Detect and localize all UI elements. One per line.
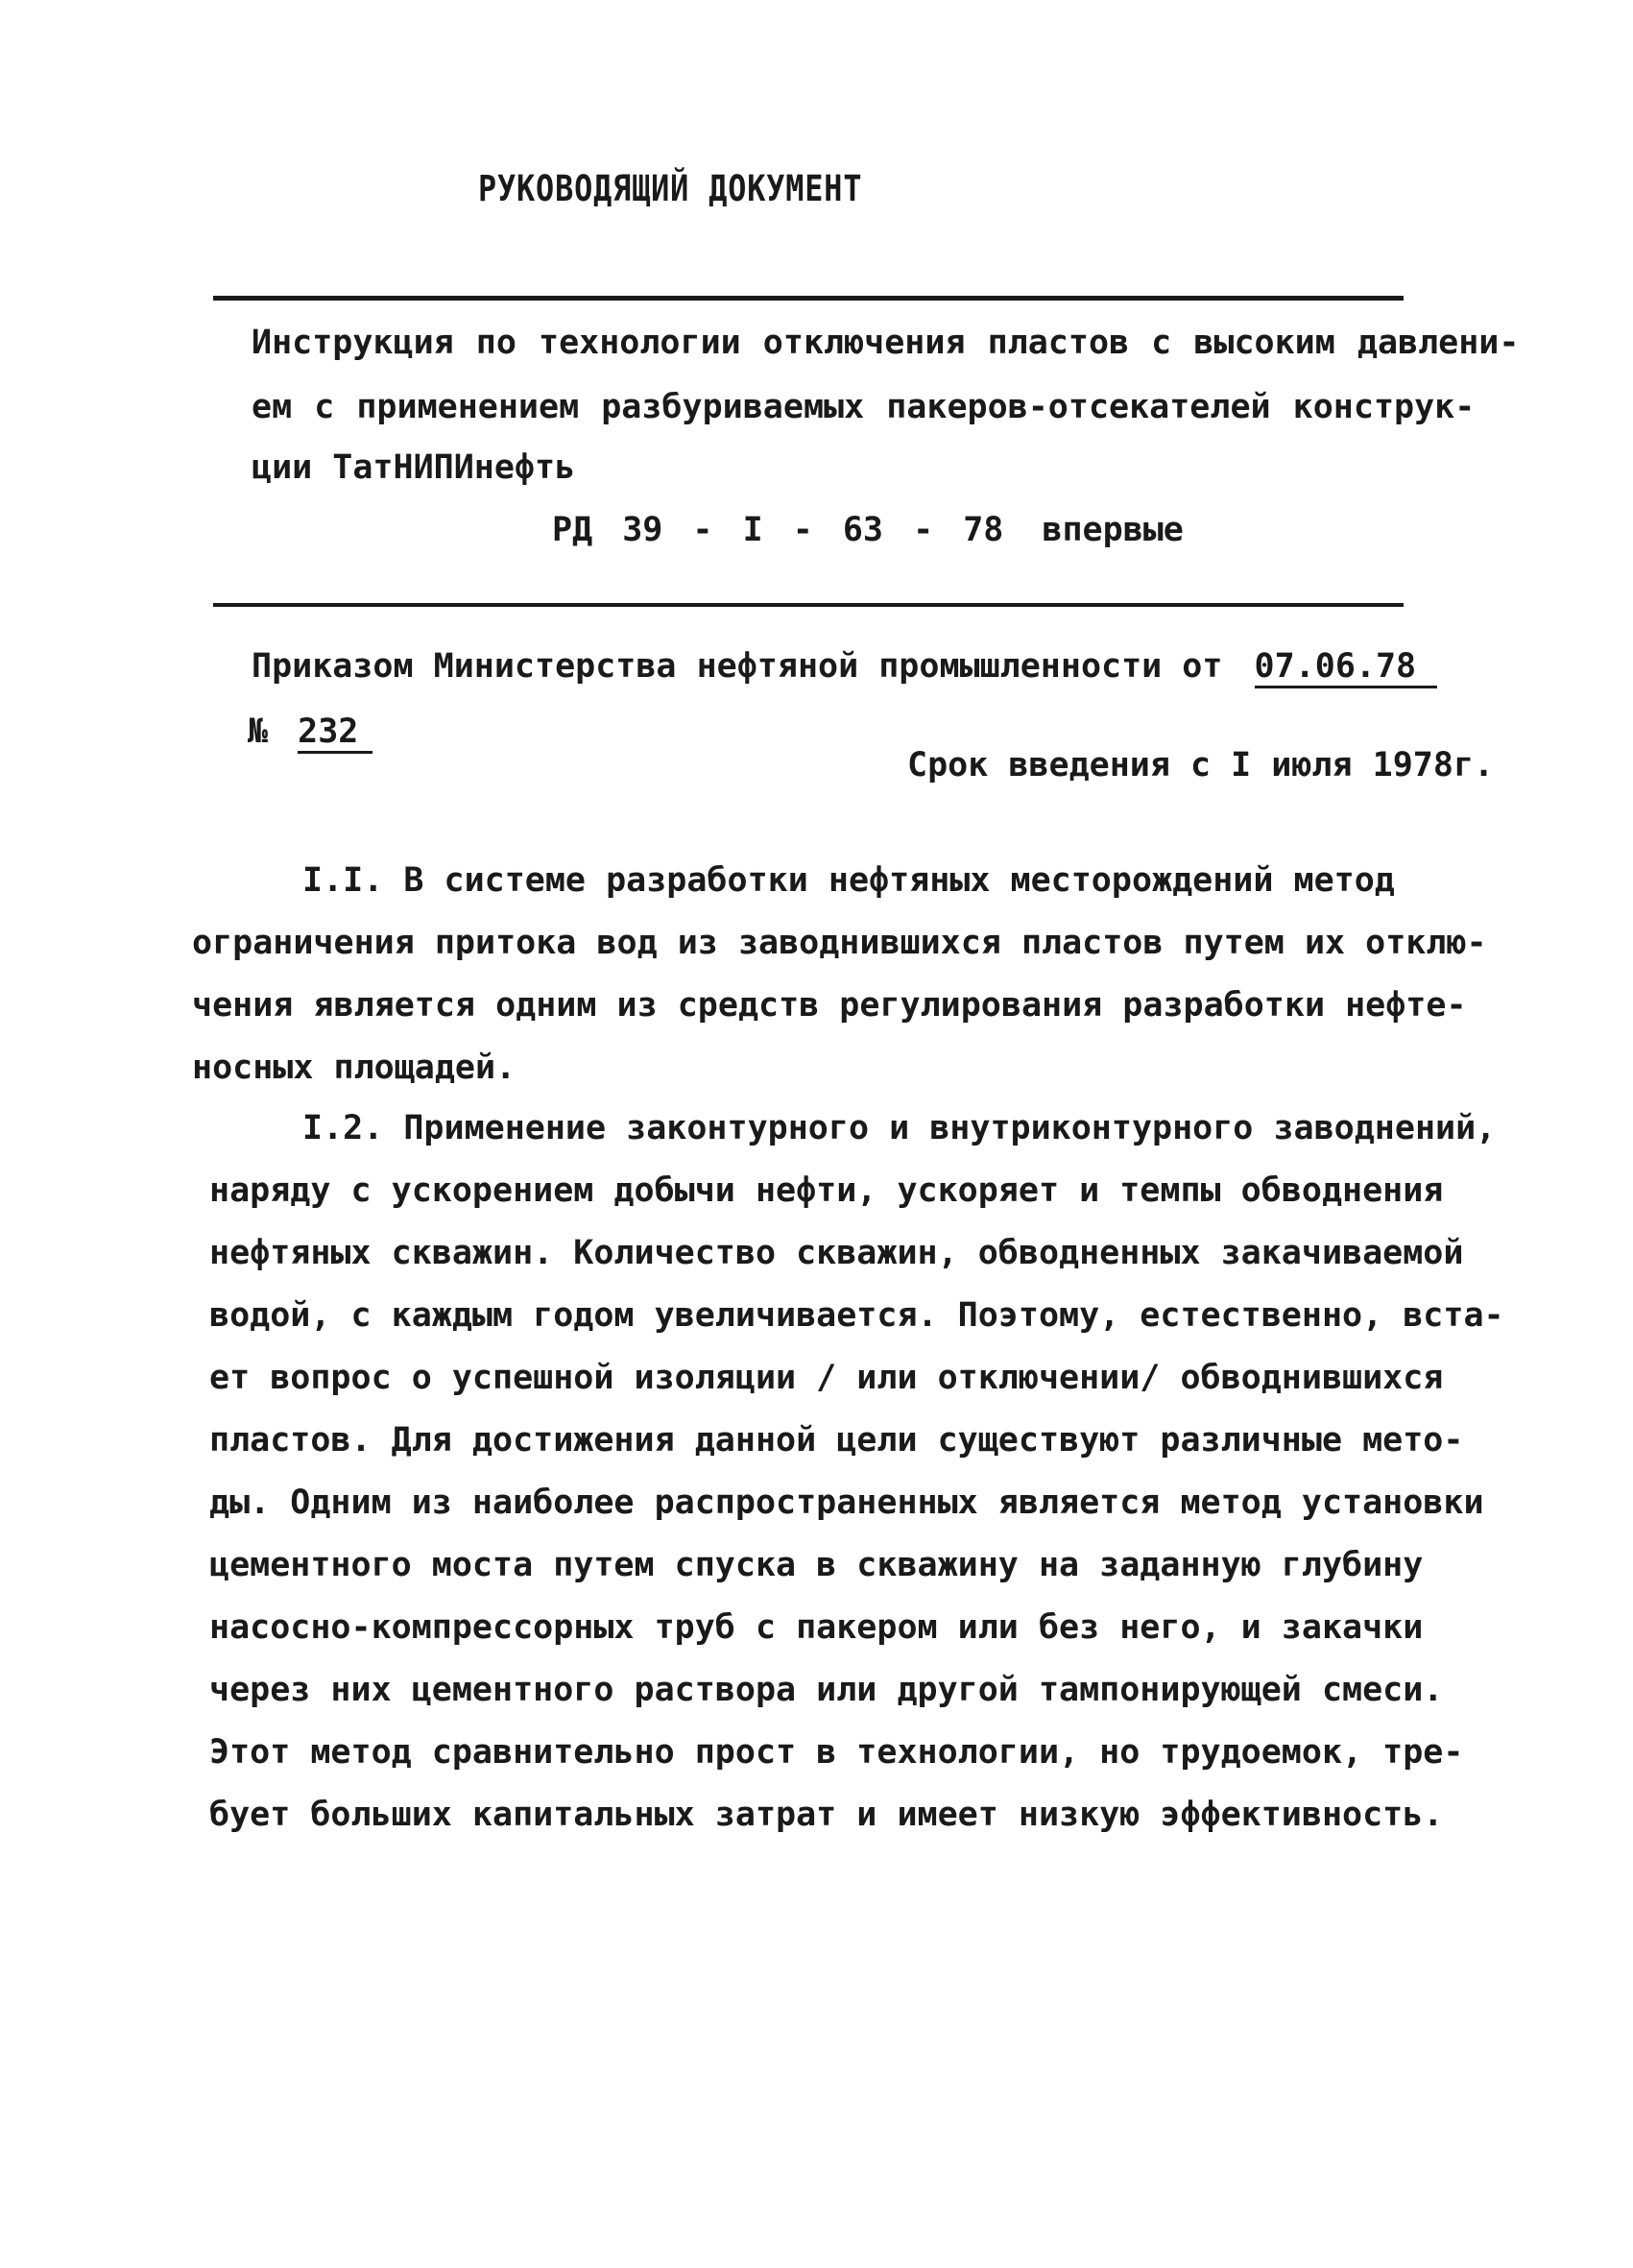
order-line xyxy=(252,647,1437,688)
order-prefix: Приказом Министерства нефтяной промышленности от xyxy=(252,647,1223,686)
paragraph-1-line-4: носных площадей. xyxy=(192,1049,516,1087)
paragraph-2-line-3: нефтяных скважин. Количество скважин, обводненных закачиваемой xyxy=(209,1234,1464,1272)
paragraph-1-line-3: чения является одним из средств регулирования разработки нефте- xyxy=(192,986,1467,1025)
paragraph-2-line-7: ды. Одним из наиболее распространенных является метод установки xyxy=(209,1484,1484,1522)
paragraph-2-line-11: Этот метод сравнительно прост в технологии, но трудоемок, тре- xyxy=(209,1733,1464,1772)
title-line-3: ции ТатНИПИнефть xyxy=(252,448,576,487)
paragraph-1-line-1: I.I. В системе разработки нефтяных месторождений метод xyxy=(302,861,1395,900)
document-code-number: РД 39 - I - 63 - 78 xyxy=(552,511,1004,549)
paragraph-2-line-10: через них цементного раствора или другой тампонирующей смеси. xyxy=(209,1671,1444,1709)
paragraph-2-line-4: водой, с каждым годом увеличивается. Поэтому, естественно, вста- xyxy=(209,1296,1504,1335)
title-line-1: Инструкция по технологии отключения пластов с высоким давлени- xyxy=(252,324,1520,362)
order-date: 07.06.78 xyxy=(1255,650,1437,688)
paragraph-2-line-2: наряду с ускорением добычи нефти, ускоряет и темпы обводнения xyxy=(209,1171,1444,1210)
order-number: 232 xyxy=(298,715,372,754)
document-code-status: впервые xyxy=(1042,511,1184,549)
order-number-sign: № xyxy=(248,712,269,751)
document-type-heading: РУКОВОДЯЩИЙ ДОКУМЕНТ xyxy=(478,168,863,209)
paragraph-2-line-1: I.2. Применение законтурного и внутриконтурного заводнений, xyxy=(302,1109,1497,1147)
paragraph-2-line-12: бует больших капитальных затрат и имеет низкую эффективность. xyxy=(209,1796,1444,1834)
paragraph-2-line-5: ет вопрос о успешной изоляции / или отключении/ обводнившихся xyxy=(209,1359,1444,1397)
title-line-2: ем с применением разбуриваемых пакеров-отсекателей конструк- xyxy=(252,388,1476,426)
paragraph-2-line-8: цементного моста путем спуска в скважину на заданную глубину xyxy=(209,1546,1424,1584)
document-code xyxy=(552,511,1184,549)
paragraph-2-line-9: насосно-компрессорных труб с пакером или без него, и закачки xyxy=(209,1608,1424,1647)
effective-date: Срок введения с I июля 1978г. xyxy=(907,746,1495,784)
paragraph-1-line-2: ограничения притока вод из заводнившихся пластов путем их отклю- xyxy=(192,924,1487,962)
bottom-divider xyxy=(213,603,1404,607)
order-number-line xyxy=(248,712,372,754)
paragraph-2-line-6: пластов. Для достижения данной цели существуют различные мето- xyxy=(209,1421,1464,1460)
top-divider xyxy=(213,296,1404,301)
